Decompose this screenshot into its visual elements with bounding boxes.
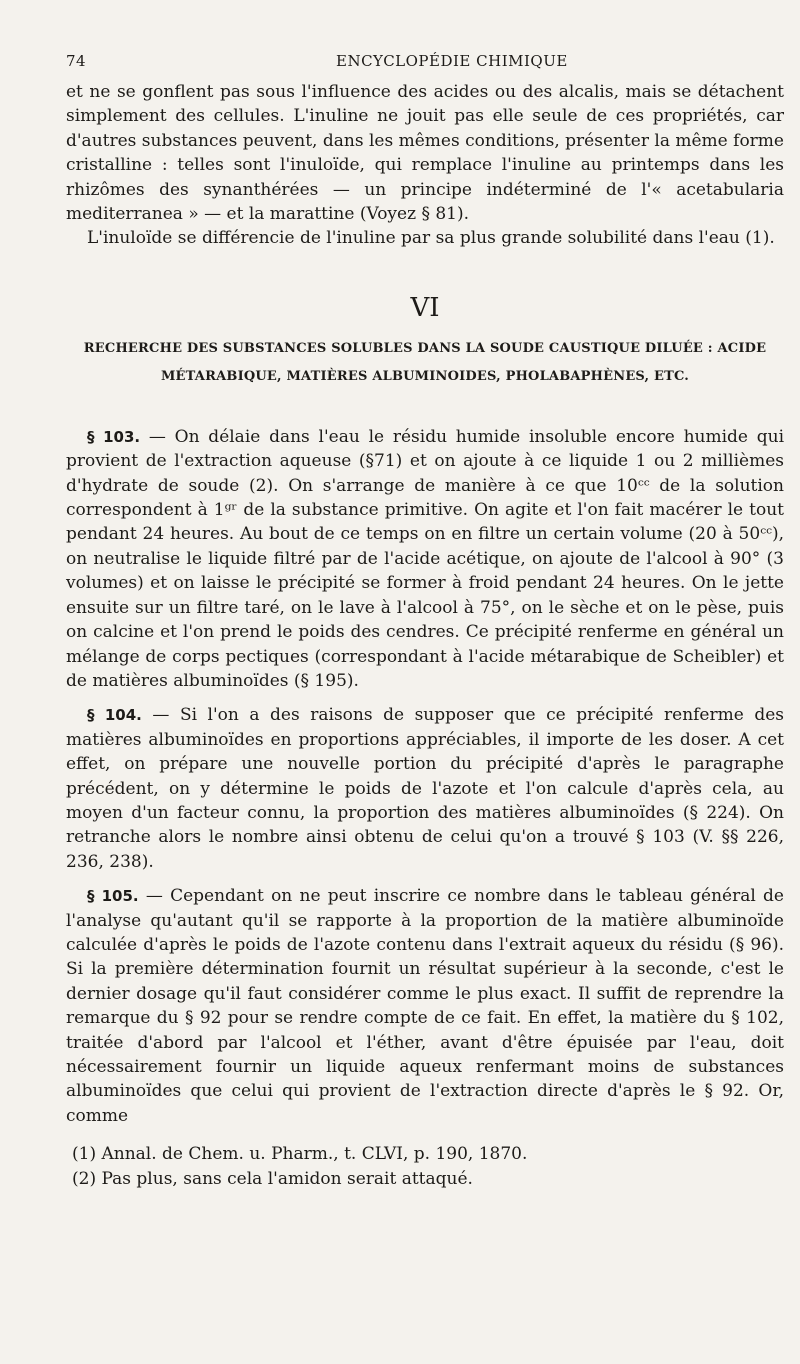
paragraph-103-number: § 103. (87, 427, 141, 446)
footnote-1: (1) Annal. de Chem. u. Pharm., t. CLVI, p. 190, 1870. (72, 1144, 528, 1165)
page-number: 74 (66, 52, 87, 70)
section-heading-line-2: MÉTARABIQUE, MATIÈRES ALBUMINOIDES, PHOLABAPHÈNES, ETC. (160, 368, 690, 384)
section-heading-line-1: RECHERCHE DES SUBSTANCES SOLUBLES DANS LA SOUDE CAUSTIQUE DILUÉE : ACIDE (83, 340, 767, 356)
paragraph-104-number: § 104. (87, 706, 142, 725)
paragraph-104-text: — Si l'on a des raisons de supposer que ce précipité renferme des matières albuminoïdes en proportions appréciables, il importe de les doser. A cet effet, on prépare une nouvelle portion du précipité d'après le paragraphe précédent, on y détermine le poids de l'azote et l'on calcule d'après cela, au moyen d'un facteur connu, la proportion des matières albuminoïdes (§ 224). On retranche alors le nombre ainsi obtenu de celui qu'on a trouvé § 103 (V. §§ 226, 236, 238). (66, 705, 785, 872)
paragraph-103-text: — On délaie dans l'eau le résidu humide insoluble encore humide qui provient de l'extraction aqueuse (§71) et on ajoute à ce liquide 1 ou 2 millièmes d'hydrate de soude (2). On s'arrange de manière à ce que 10ᶜᶜ de la solution correspondent à 1ᵍʳ de la substance primitive. On agite et l'on fait macérer le tout pendant 24 heures. Au bout de ce temps on en filtre un certain volume (20 à 50ᶜᶜ), on neutralise le liquide filtré par de l'acide acétique, on ajoute de l'alcool à 90° (3 volumes) et on laisse le précipité se former à froid pendant 24 heures. On le jette ensuite sur un filtre taré, on le lave à l'alcool à 75°, on le sèche et on le pèse, puis on calcine et l'on prend le poids des cendres. Ce précipité renferme en général un mélange de corps pectiques (correspondant à l'acide métarabique de Scheibler) et de matières albuminoïdes (§ 195). (66, 426, 785, 691)
document-page (66, 48, 784, 1191)
footnotes (66, 1142, 784, 1191)
paragraph-105-text: — Cependant on ne peut inscrire ce nombre dans le tableau général de l'analyse qu'autant qu'il se rapporte à la proportion de la matière albuminoïde calculée d'après le poids de l'azote contenu dans l'extrait aqueux du résidu (§ 96). Si la première détermination fournit un résultat supérieur à la seconde, c'est le dernier dosage qu'il faut considérer comme le plus exact. Il suffit de reprendre la remarque du § 92 pour se rendre compte de ce fait. En effet, la matière du § 102, traitée d'abord par l'alcool et l'éther, avant d'être épuisée par l'eau, doit nécessairement fournir un liquide aqueux renfermant moins de substances albuminoïdes que celui qui provient de l'extraction directe d'après le § 92. Or, comme (66, 886, 784, 1126)
inuloide-paragraph: L'inuloïde se différencie de l'inuline par sa plus grande solubilité dans l'eau (1). (87, 228, 775, 249)
paragraph-105 (66, 884, 784, 1128)
running-head (66, 48, 784, 80)
footnote-2: (2) Pas plus, sans cela l'amidon serait attaqué. (72, 1168, 473, 1189)
intro-paragraph: et ne se gonflent pas sous l'influence des acides ou des alcalis, mais se détachent simplement des cellules. L'inuline ne jouit pas elle seule de ces propriétés, car d'autres substances peuvent, dans les mêmes conditions, présenter la même forme cristalline : telles sont l'inuloïde, qui remplace l'inuline au printemps dans les rhizômes des synanthérées — un principe indéterminé de l'« acetabularia mediterranea » — et la marattine (Voyez § 81). (66, 82, 784, 225)
paragraph-104 (66, 703, 784, 874)
running-title: ENCYCLOPÉDIE CHIMIQUE (336, 52, 568, 70)
paragraph-105-number: § 105. (87, 887, 139, 906)
section-heading (66, 335, 784, 391)
paragraph-103 (66, 425, 784, 693)
section-number: VI (410, 292, 440, 323)
